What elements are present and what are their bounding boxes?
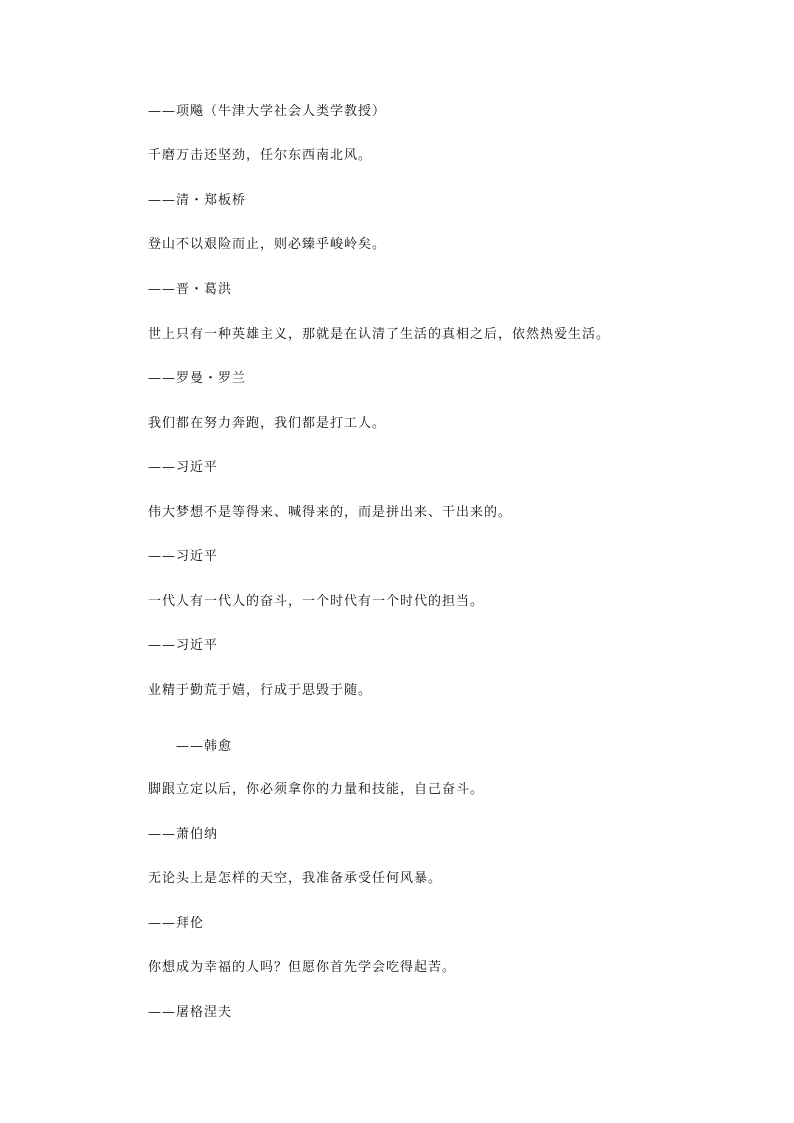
quote-line: 脚跟立定以后，你必须拿你的力量和技能，自己奋斗。	[148, 782, 485, 797]
attribution-ge-hong: ——晋・葛洪	[148, 282, 233, 297]
quote-line: 伟大梦想不是等得来、喊得来的，而是拼出来、干出来的。	[148, 505, 513, 520]
quote-line: 千磨万击还坚劲，任尔东西南北风。	[148, 148, 373, 163]
attribution-romain-rolland: ——罗曼・罗兰	[148, 371, 247, 386]
attribution-han-yu: ——韩愈	[176, 739, 233, 754]
attribution-xi-jinping: ——习近平	[148, 549, 219, 564]
attribution-shaw: ——萧伯纳	[148, 827, 219, 842]
quote-line: 一代人有一代人的奋斗，一个时代有一个时代的担当。	[148, 594, 485, 609]
quote-line: 无论头上是怎样的天空，我准备承受任何风暴。	[148, 871, 443, 886]
attribution-xi-jinping: ——习近平	[148, 638, 219, 653]
quote-line: 业精于勤荒于嬉，行成于思毁于随。	[148, 683, 373, 698]
attribution-xiang-biao: ——项飚（牛津大学社会人类学教授）	[148, 104, 387, 119]
quote-line: 登山不以艰险而止，则必臻乎峻岭矣。	[148, 237, 387, 252]
attribution-xi-jinping: ——习近平	[148, 460, 219, 475]
quote-line: 你想成为幸福的人吗？但愿你首先学会吃得起苦。	[148, 960, 457, 975]
attribution-turgenev: ——屠格涅夫	[148, 1005, 233, 1020]
attribution-byron: ——拜伦	[148, 916, 205, 931]
attribution-zheng-banqiao: ——清・郑板桥	[148, 193, 247, 208]
quote-line: 世上只有一种英雄主义，那就是在认清了生活的真相之后，依然热爱生活。	[148, 327, 611, 342]
quote-line: 我们都在努力奔跑，我们都是打工人。	[148, 416, 387, 431]
